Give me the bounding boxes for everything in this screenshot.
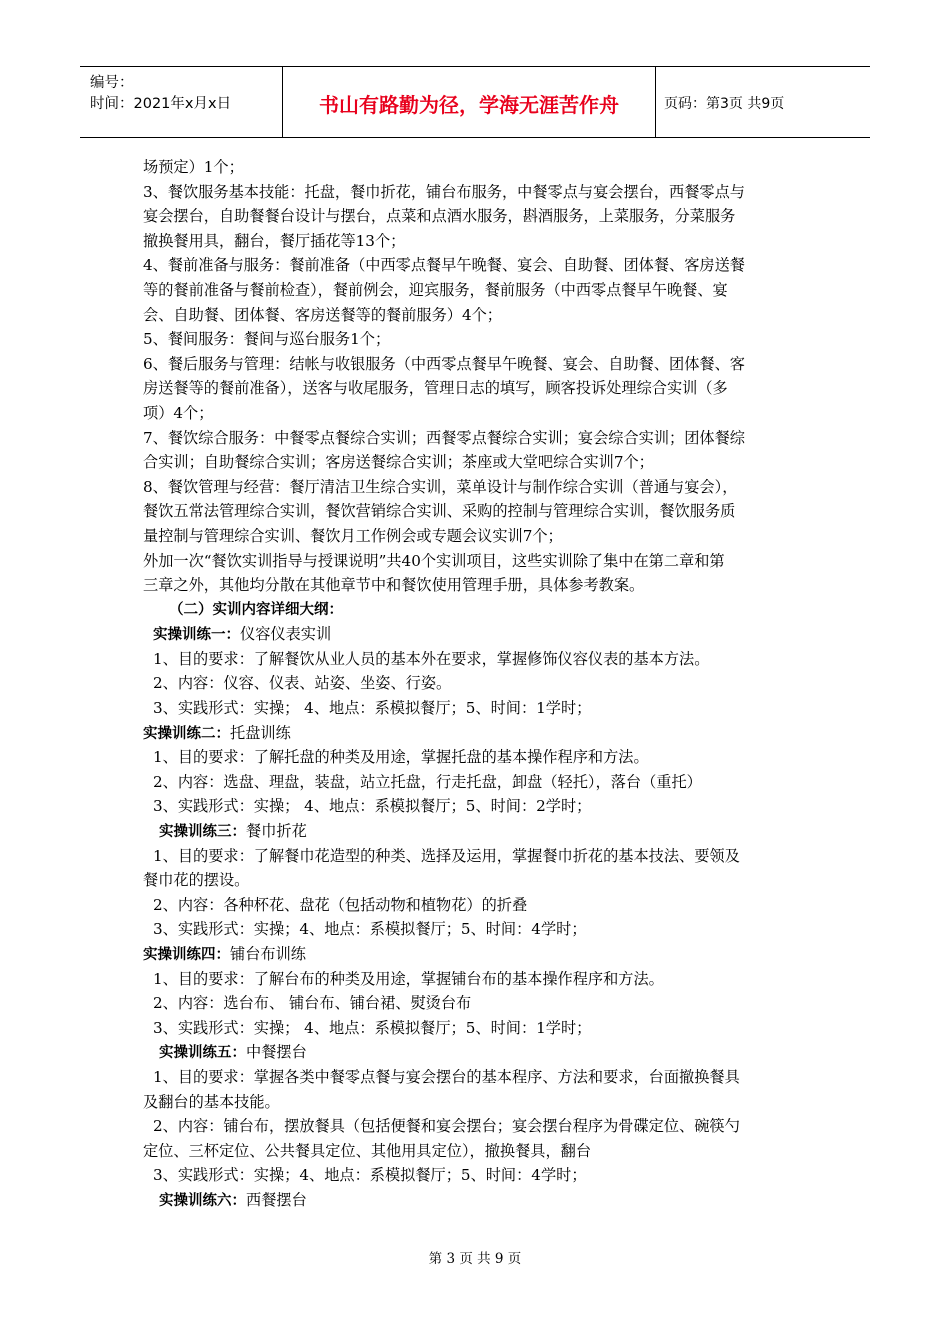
training-title: 铺台布训练 [230, 945, 306, 963]
training-heading [143, 819, 808, 844]
training-heading [143, 721, 808, 746]
body-line: 3、实践形式：实操；4、地点：系模拟餐厅；5、时间：4学时； [153, 1166, 587, 1185]
training-label: 实操训练二： [143, 725, 230, 742]
body-line: 场预定）1个； [143, 158, 244, 176]
training-title: 西餐摆台 [246, 1190, 307, 1209]
body-line: 及翻台的基本技能。 [143, 1092, 280, 1111]
body-line: 合实训；自助餐综合实训；客房送餐综合实训；茶座或大堂吧综合实训7个； [143, 453, 654, 472]
document-date-label: 时间：2021年x月x日 [90, 96, 232, 112]
training-label: 实操训练四： [143, 947, 230, 963]
body-line: 1、目的要求：掌握各类中餐零点餐与宴会摆台的基本程序、方法和要求，台面撤换餐具 [153, 1067, 740, 1086]
body-line: 外加一次“餐饮实训指导与授课说明”共40个实训项目，这些实训除了集中在第二章和第 [143, 551, 725, 570]
training-heading [143, 1040, 808, 1065]
body-line: 定位、三杯定位、公共餐具定位、其他用具定位），撤换餐具，翻台 [143, 1141, 592, 1160]
body-line: 2、内容：仪容、仪表、站姿、坐姿、行姿。 [153, 674, 452, 693]
body-line: 2、内容：选台布、 铺台布、铺台裙、熨烫台布 [153, 994, 472, 1013]
header-info-cell [80, 67, 283, 137]
body-line: 餐饮五常法管理综合实训，餐饮营销综合实训、采购的控制与管理综合实训，餐饮服务质 [143, 502, 736, 521]
body-line: 等的餐前准备与餐前检查），餐前例会，迎宾服务，餐前服务（中西零点餐早午晚餐、宴 [143, 280, 728, 299]
body-line: 3、餐饮服务基本技能：托盘，餐巾折花，铺台布服务，中餐零点与宴会摆台，西餐零点与 [143, 182, 745, 201]
body-line: 1、目的要求：了解餐饮从业人员的基本外在要求，掌握修饰仪容仪表的基本方法。 [153, 649, 710, 668]
body-line: 餐巾花的摆设。 [143, 871, 250, 890]
training-heading [143, 942, 808, 967]
training-title: 托盘训练 [230, 723, 291, 742]
body-line: 会、自助餐、团体餐、客房送餐等的餐前服务）4个； [143, 305, 502, 324]
body-line: 6、餐后服务与管理：结帐与收银服务（中西零点餐早午晚餐、宴会、自助餐、团体餐、客 [143, 354, 745, 373]
training-label: 实操训练五： [159, 1045, 246, 1062]
document-body [143, 155, 808, 1213]
body-line: 4、餐前准备与服务：餐前准备（中西零点餐早午晚餐、宴会、自助餐、团体餐、客房送餐 [143, 256, 745, 275]
training-heading [143, 622, 808, 647]
body-line: 宴会摆台，自助餐餐台设计与摆台，点菜和点酒水服务，斟酒服务，上菜服务，分菜服务 [143, 207, 736, 226]
section-heading: （二）实训内容详细大纲： [169, 601, 343, 618]
body-line: 3、实践形式：实操； 4、地点：系模拟餐厅；5、时间：1学时； [153, 699, 592, 718]
header-page-number: 页码：第3页 共9页 [664, 96, 785, 112]
training-heading [143, 1188, 808, 1213]
training-title: 仪容仪表实训 [240, 625, 332, 644]
body-line: 2、内容：选盘、理盘，装盘，站立托盘，行走托盘，卸盘（轻托），落台（重托） [153, 772, 702, 791]
body-line: 3、实践形式：实操；4、地点：系模拟餐厅；5、时间：4学时； [153, 920, 587, 939]
header-motto: 书山有路勤为径，学海无涯苦作舟 [319, 93, 619, 117]
body-line: 3、实践形式：实操； 4、地点：系模拟餐厅；5、时间：2学时； [153, 797, 592, 816]
body-line: 撤换餐用具，翻台，餐厅插花等13个； [143, 231, 406, 250]
body-line: 1、目的要求：了解台布的种类及用途，掌握铺台布的基本操作程序和方法。 [153, 969, 664, 988]
body-line: 8、餐饮管理与经营：餐厅清洁卫生综合实训，菜单设计与制作综合实训（普通与宴会）， [143, 477, 738, 496]
body-line: 2、内容：铺台布，摆放餐具（包括便餐和宴会摆台；宴会摆台程序为骨碟定位、碗筷勺 [153, 1117, 740, 1136]
body-line: 三章之外，其他均分散在其他章节中和餐饮使用管理手册，具体参考教案。 [143, 576, 645, 595]
body-line: 项）4个； [143, 403, 214, 422]
training-label: 实操训练六： [159, 1192, 246, 1209]
training-title: 餐巾折花 [246, 822, 307, 841]
body-line: 量控制与管理综合实训、餐饮月工作例会或专题会议实训7个； [143, 526, 563, 545]
body-line: 2、内容：各种杯花、盘花（包括动物和植物花）的折叠 [153, 895, 528, 914]
body-line: 3、实践形式：实操； 4、地点：系模拟餐厅；5、时间：1学时； [153, 1018, 592, 1037]
body-line: 7、餐饮综合服务：中餐零点餐综合实训；西餐零点餐综合实训；宴会综合实训；团体餐综 [143, 428, 745, 447]
header-motto-cell [283, 67, 656, 137]
body-line: 1、目的要求：了解餐巾花造型的种类、选择及运用，掌握餐巾折花的基本技法、要领及 [153, 846, 740, 865]
training-label: 实操训练一： [153, 627, 240, 644]
page-footer: 第 3 页 共 9 页 [428, 1251, 522, 1267]
document-number-label: 编号： [90, 75, 134, 91]
training-title: 中餐摆台 [246, 1043, 307, 1062]
body-line: 5、餐间服务：餐间与巡台服务1个； [143, 330, 391, 349]
header-page-cell [656, 67, 870, 137]
body-line: 1、目的要求：了解托盘的种类及用途，掌握托盘的基本操作程序和方法。 [153, 748, 649, 767]
body-line: 房送餐等的餐前准备），送客与收尾服务，管理日志的填写，顾客投诉处理综合实训（多 [143, 379, 728, 398]
training-label: 实操训练三： [159, 824, 246, 841]
page-header [80, 66, 870, 138]
